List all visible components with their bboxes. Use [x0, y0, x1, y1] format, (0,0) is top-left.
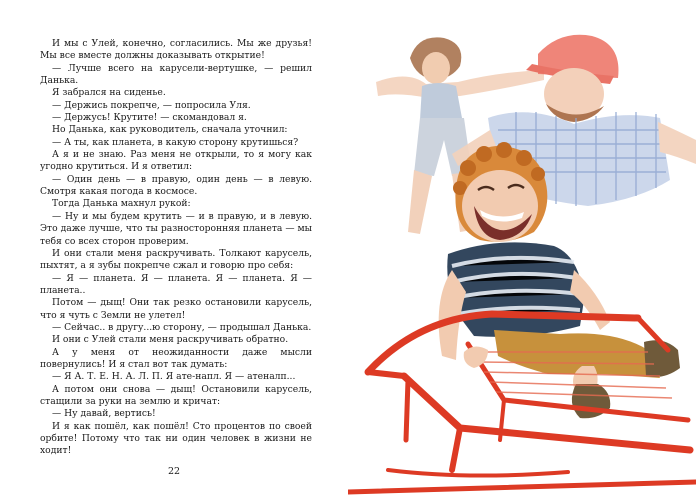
paragraph: — Я — планета. Я — планета. Я — планета. Я — планета..	[40, 272, 312, 296]
paragraph: — Один день — в правую, один день — в левую. Смотря какая погода в космосе.	[40, 173, 312, 198]
paragraph: А я и не знаю. Раз меня не открыли, то я могу как угодно крутиться. И я ответил:	[40, 149, 312, 173]
story-text	[40, 38, 312, 458]
paragraph: — Ну и мы будем крутить — и в правую, и в левую. Это даже лучше, что ты разносторонняя планета — мы тебя со всех сторон проверим.	[40, 210, 312, 247]
carousel-illustration	[348, 0, 696, 500]
paragraph: — А ты, как планета, в какую сторону крутишься?	[52, 136, 299, 148]
paragraph: Я забрался на сиденье.	[52, 87, 166, 99]
paragraph: Потом — дыщ! Они так резко остановили карусель, что я чуть с Земли не улетел!	[40, 297, 312, 321]
paragraph: — Я А. Т. Е. Н. А. Л. П. Я ате-напл. Я — атеналп...	[52, 371, 296, 383]
paragraph: И они с Улей стали меня раскручивать обратно.	[52, 334, 289, 346]
paragraph: А потом они снова — дыщ! Остановили карусель, стащили за руки на землю и кричат:	[40, 383, 312, 407]
paragraph: — Держись покрепче, — попросила Уля.	[52, 99, 251, 111]
page-number: 22	[167, 466, 181, 477]
paragraph: И они стали меня раскручивать. Толкают карусель, пыхтят, а я зубы покрепче сжал и говорю про себя:	[40, 247, 312, 272]
paragraph: — Держусь! Крутите! — скомандовал я.	[52, 112, 247, 124]
paragraph: — Ну давай, вертись!	[52, 408, 156, 420]
paragraph: И мы с Улей, конечно, согласились. Мы же друзья! Мы все вместе должны доказывать открытие!	[40, 38, 312, 62]
right-page	[348, 0, 696, 500]
paragraph: — Лучше всего на карусели-вертушке, — решил Данька.	[40, 62, 312, 87]
paragraph: Тогда Данька махнул рукой:	[52, 198, 191, 210]
paragraph: Но Данька, как руководитель, сначала уточнил:	[52, 124, 288, 136]
paragraph: — Сейчас.. в другу...ю сторону, — продышал Данька.	[52, 321, 312, 333]
paragraph: И я как пошёл, как пошёл! Сто процентов по своей орбите! Потому что так ни один человек в жизни не ходит!	[40, 420, 312, 457]
paragraph: А у меня от неожиданности даже мысли повернулись! И я стал вот так думать:	[40, 346, 312, 370]
boy-hand	[464, 346, 488, 368]
